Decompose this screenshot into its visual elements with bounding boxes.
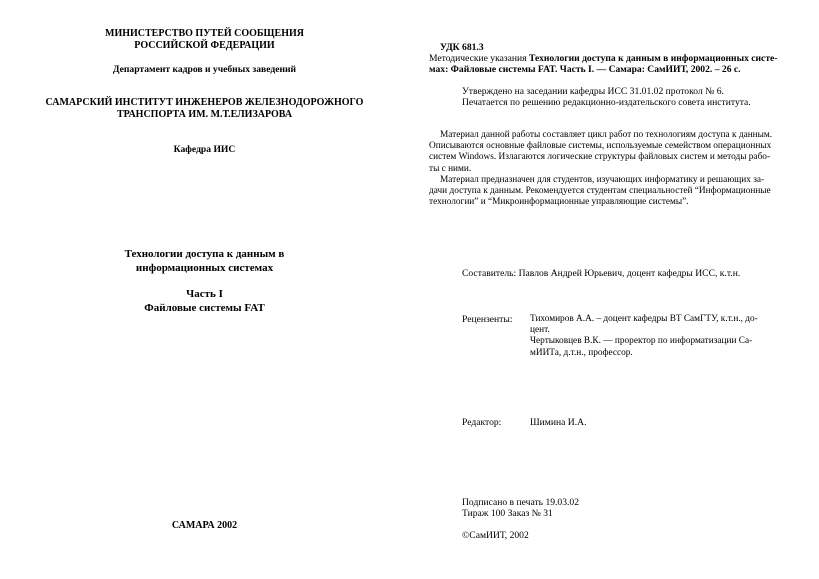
part-number: Часть I xyxy=(186,288,223,300)
institute-line-2: ТРАНСПОРТА ИМ. М.Т.ЕЛИЗАРОВА xyxy=(116,109,293,120)
citation-bold-1: Технологии доступа к данным в информационных систе- xyxy=(529,53,778,64)
printed-by: Печатается по решению редакционно-издательского совета института. xyxy=(462,97,751,108)
editor-label: Редактор: xyxy=(462,417,502,428)
signed-date: Подписано в печать 19.03.02 xyxy=(462,497,580,508)
ministry-block xyxy=(0,28,409,52)
udk: УДК 681.3 xyxy=(440,42,484,53)
citation-line-2: мах: Файловые системы FAT. Часть I. — Самара: СамИИТ, 2002. – 26 с. xyxy=(429,64,741,76)
abstract-2-line-3: технологии” и “Микроинформационные управляющие системы”. xyxy=(429,197,689,208)
reviewers-label: Рецензенты: xyxy=(462,314,513,325)
institute-line-1: САМАРСКИЙ ИНСТИТУТ ИНЖЕНЕРОВ ЖЕЛЕЗНОДОРОЖНОГО xyxy=(45,97,364,108)
citation-prefix: Методические указания xyxy=(429,53,529,64)
right-page xyxy=(409,0,819,579)
abstract xyxy=(429,130,801,208)
copyright: ©СамИИТ, 2002 xyxy=(462,530,529,541)
document-subtitle: Файловые системы FAT xyxy=(144,302,265,314)
reviewer-1-line-2: цент. xyxy=(530,325,550,336)
citation xyxy=(429,53,801,75)
abstract-1-line-4: ты с ними. xyxy=(429,163,472,174)
reviewer-2-line-2: мИИТа, д.т.н., профессор. xyxy=(530,347,633,358)
title-line-2: информационных системах xyxy=(135,262,274,274)
abstract-2-line-1: Материал предназначен для студентов, изучающих информатику и решающих за- xyxy=(440,174,765,185)
chair: Кафедра ИИС xyxy=(173,144,236,155)
ministry-line-2: РОССИЙСКОЙ ФЕДЕРАЦИИ xyxy=(134,40,275,51)
abstract-1-line-3: систем Windows. Излагаются логические структуры файловых систем и методы рабо- xyxy=(429,152,771,163)
approved: Утверждено на заседании кафедры ИСС 31.01.02 протокол № 6. xyxy=(462,86,724,97)
editor: Шимина И.А. xyxy=(530,417,587,428)
compiler: Составитель: Павлов Андрей Юрьевич, доцент кафедры ИСС, к.т.н. xyxy=(462,268,741,279)
left-page xyxy=(0,0,409,579)
part-block xyxy=(0,287,409,315)
title-line-1: Технологии доступа к данным в xyxy=(124,248,285,260)
institute-block xyxy=(0,97,409,121)
city-year: САМАРА 2002 xyxy=(171,520,238,531)
abstract-1-line-2: Описываются основные файловые системы, используемые семейством операционных xyxy=(429,141,772,152)
reviewers-list xyxy=(530,314,792,359)
reviewer-2-line-1: Чертыковцев В.К. — проректор по информатизации Са- xyxy=(530,336,753,347)
document-title xyxy=(0,247,409,275)
reviewer-1-line-1: Тихомиров А.А. – доцент кафедры ВТ СамГТУ, к.т.н., до- xyxy=(530,314,758,324)
abstract-2-line-2: дачи доступа к данным. Рекомендуется студентам специальностей “Информационные xyxy=(429,186,771,197)
citation-line-1 xyxy=(429,53,801,64)
ministry-line-1: МИНИСТЕРСТВО ПУТЕЙ СООБЩЕНИЯ xyxy=(105,28,304,39)
abstract-1-line-1: Материал данной работы составляет цикл работ по технологиям доступа к данным. xyxy=(440,130,773,140)
print-run: Тираж 100 Заказ № 31 xyxy=(462,508,553,519)
department: Департамент кадров и учебных заведений xyxy=(112,64,297,75)
